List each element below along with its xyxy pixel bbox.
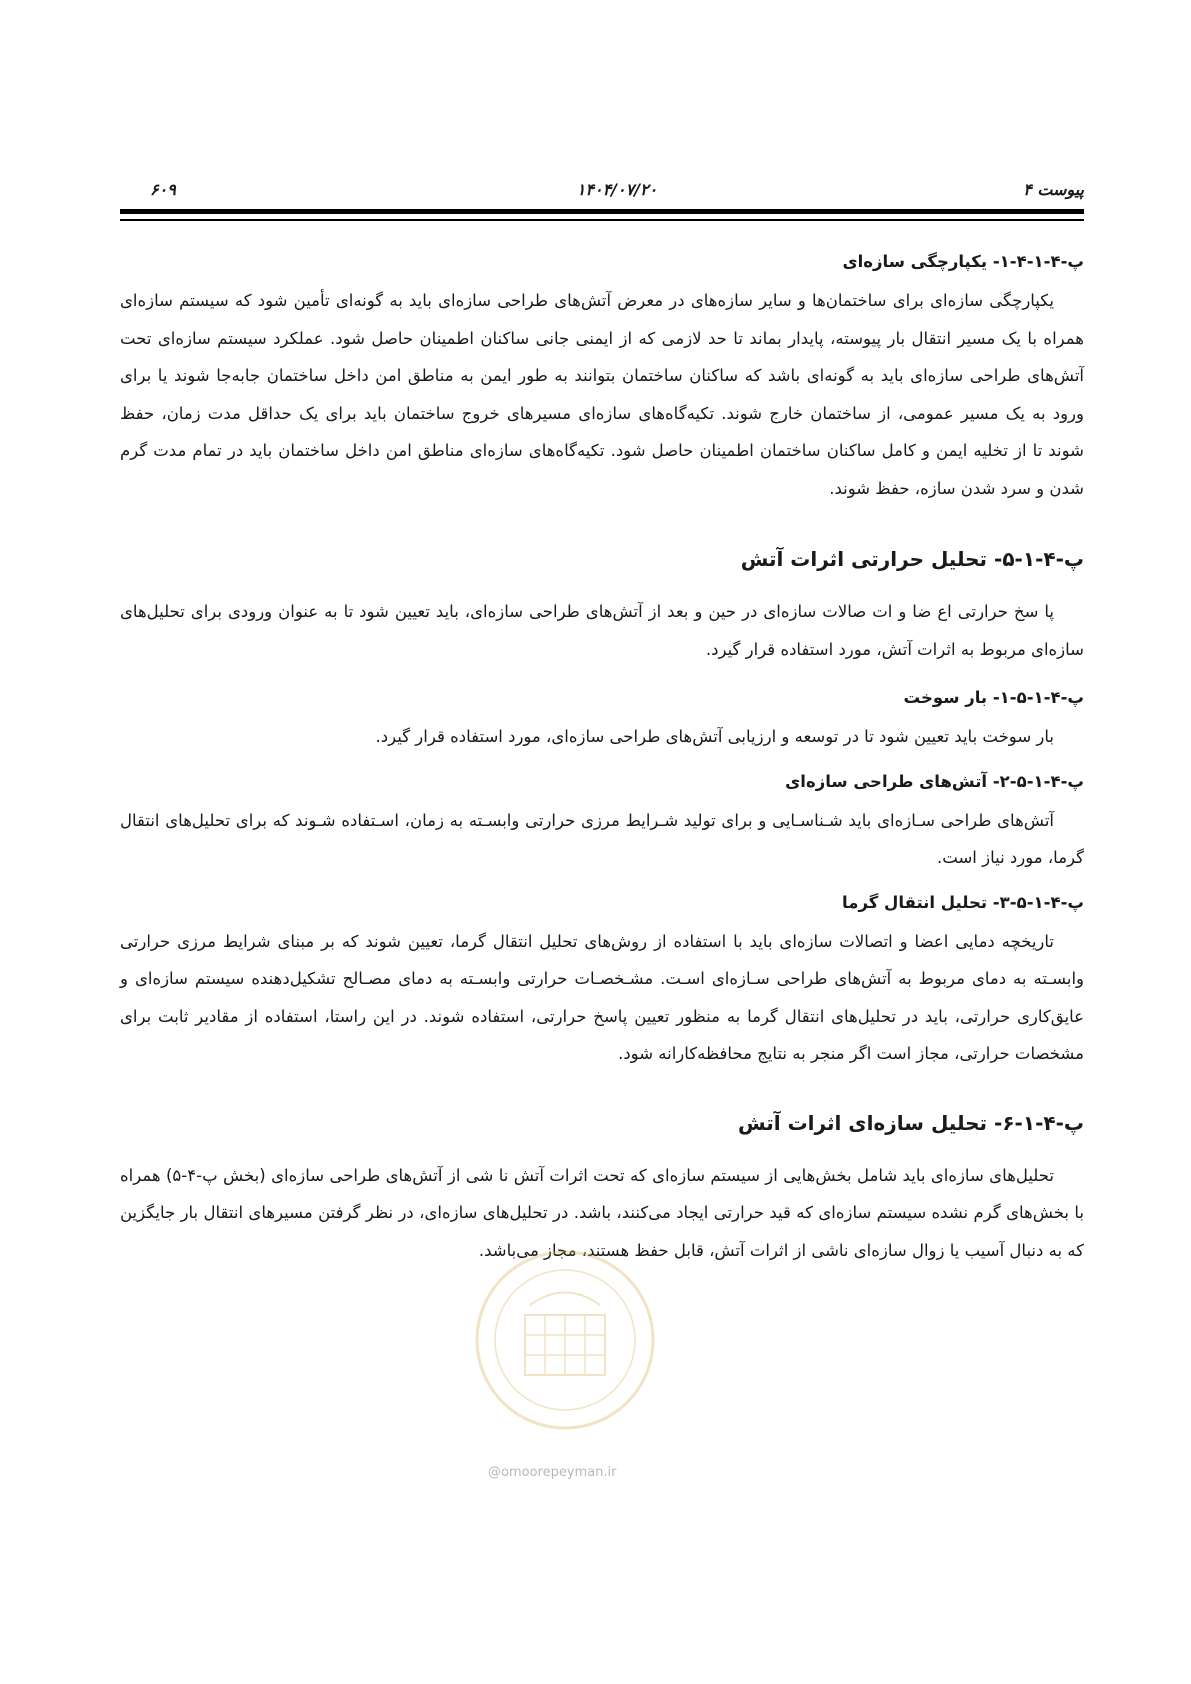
section-paragraph: آتش‌های طراحی سـازه‌ای باید شـناسـایی و برای تولید شـرایط مرزی حرارتی وابسـته به زمان، اسـتفاده شـوند که برای تحلیل‌های انتقال گرما، مورد نیاز است. — [120, 810, 1084, 867]
header-rule-thick — [120, 209, 1084, 214]
header-date: ۱۴۰۴/۰۷/۲۰ — [576, 180, 658, 199]
watermark-seal-icon — [470, 1245, 660, 1435]
section-heading: پ-۴-۱-۵-۲- آتش‌های طراحی سازه‌ای — [785, 771, 1084, 791]
watermark-url: @omoorepeyman.ir — [488, 1465, 617, 1480]
section-paragraph: پا سخ حرارتی اع ضا و ات صالات سازه‌ای در حین و بعد از آتش‌های طراحی سازه‌ای، باید تعیین شود تا به عنوان ورودی برای تحلیل‌های سازه‌ای مربوط به اثرات آتش، مورد استفاده قرار گیرد. — [120, 602, 1084, 659]
section-heading: پ-۴-۱-۵-۱- بار سوخت — [903, 688, 1084, 707]
section-heading: پ-۴-۱-۵- تحلیل حرارتی اثرات آتش — [740, 547, 1084, 571]
section-heading: پ-۴-۱-۵-۳- تحلیل انتقال گرما — [842, 892, 1084, 912]
running-header — [150, 178, 1084, 202]
section-heading: پ-۴-۱-۶- تحلیل سازه‌ای اثرات آتش — [737, 1110, 1084, 1135]
appendix-label: پیوست ۴ — [1023, 180, 1084, 199]
page-body — [120, 248, 1084, 1269]
section-paragraph: یکپارچگی سازه‌ای برای ساختمان‌ها و سایر سازه‌های در معرض آتش‌های طراحی سازه‌ای باید به گونه‌ای تأمین شود که سیستم سازه‌ای همراه با یک مسیر انتقال بار پیوسته، پایدار بماند تا حد لازمی که از ایمنی جانی ساکنان اطمینان حاصل شود. عملکرد سیستم سازه‌ای تحت آتش‌های طراحی سازه‌ای باید به گونه‌ای باشد که ساکنان ساختمان بتوانند به طور ایمن به مناطق امن داخل ساختمان جابه‌جا شوند یا برای ورود به یک مسیر عمومی، از ساختمان خارج شوند. تکیه‌گاه‌های سازه‌ای مسیرهای خروج ساختمان باید برای یک حداقل مدت زمان، حفظ شوند تا از تخلیه ایمن و کامل ساکنان ساختمان اطمینان حاصل شود. تکیه‌گاه‌های سازه‌ای مناطق امن داخل ساختمان باید در تمام مدت گرم شدن و سرد شدن سازه، حفظ شوند. — [120, 291, 1084, 498]
section-paragraph: بار سوخت باید تعیین شود تا در توسعه و ارزیابی آتش‌های طراحی سازه‌ای، مورد استفاده قرار گیرد. — [375, 727, 1054, 746]
section-paragraph: تاریخچه دمایی اعضا و اتصالات سازه‌ای باید با استفاده از روش‌های تحلیل انتقال گرما، تعیین شوند که بر مبنای شرایط مرزی حرارتی وابسـته به دمای مربوط به آتش‌های طراحی سـازه‌ای اسـت. مشـخصـات حرارتی وابسـته به دمای مصـالح تشکیل‌دهنده سیستم سازه‌ای و عایق‌کاری حرارتی، باید در تحلیل‌های انتقال گرما به منظور تعیین پاسخ حرارتی، استفاده شوند. در این راستا، استفاده از مقادیر ثابت برای مشخصات حرارتی، مجاز است اگر منجر به نتایج محافظه‌کارانه شود. — [120, 931, 1084, 1063]
section-heading: پ-۴-۱-۴-۱- یکپارچگی سازه‌ای — [842, 252, 1084, 271]
header-rule-thin — [120, 219, 1084, 221]
page-number: ۶۰۹ — [150, 180, 176, 199]
section-paragraph: تحلیل‌های سازه‌ای باید شامل بخش‌هایی از سیستم سازه‌ای که تحت اثرات آتش نا شی از آتش‌های طراحی سازه‌ای (بخش پ-۴-۵) همراه با بخش‌های گرم نشده سیستم سازه‌ای که قید حرارتی ایجاد می‌کنند، باشد. در تحلیل‌های سازه‌ای، در نظر گرفتن مسیرهای انتقال بار جایگزین که به دنبال آسیب یا زوال سازه‌ای ناشی از اثرات آتش، قابل حفظ هستند، مجاز می‌باشد. — [120, 1165, 1084, 1260]
